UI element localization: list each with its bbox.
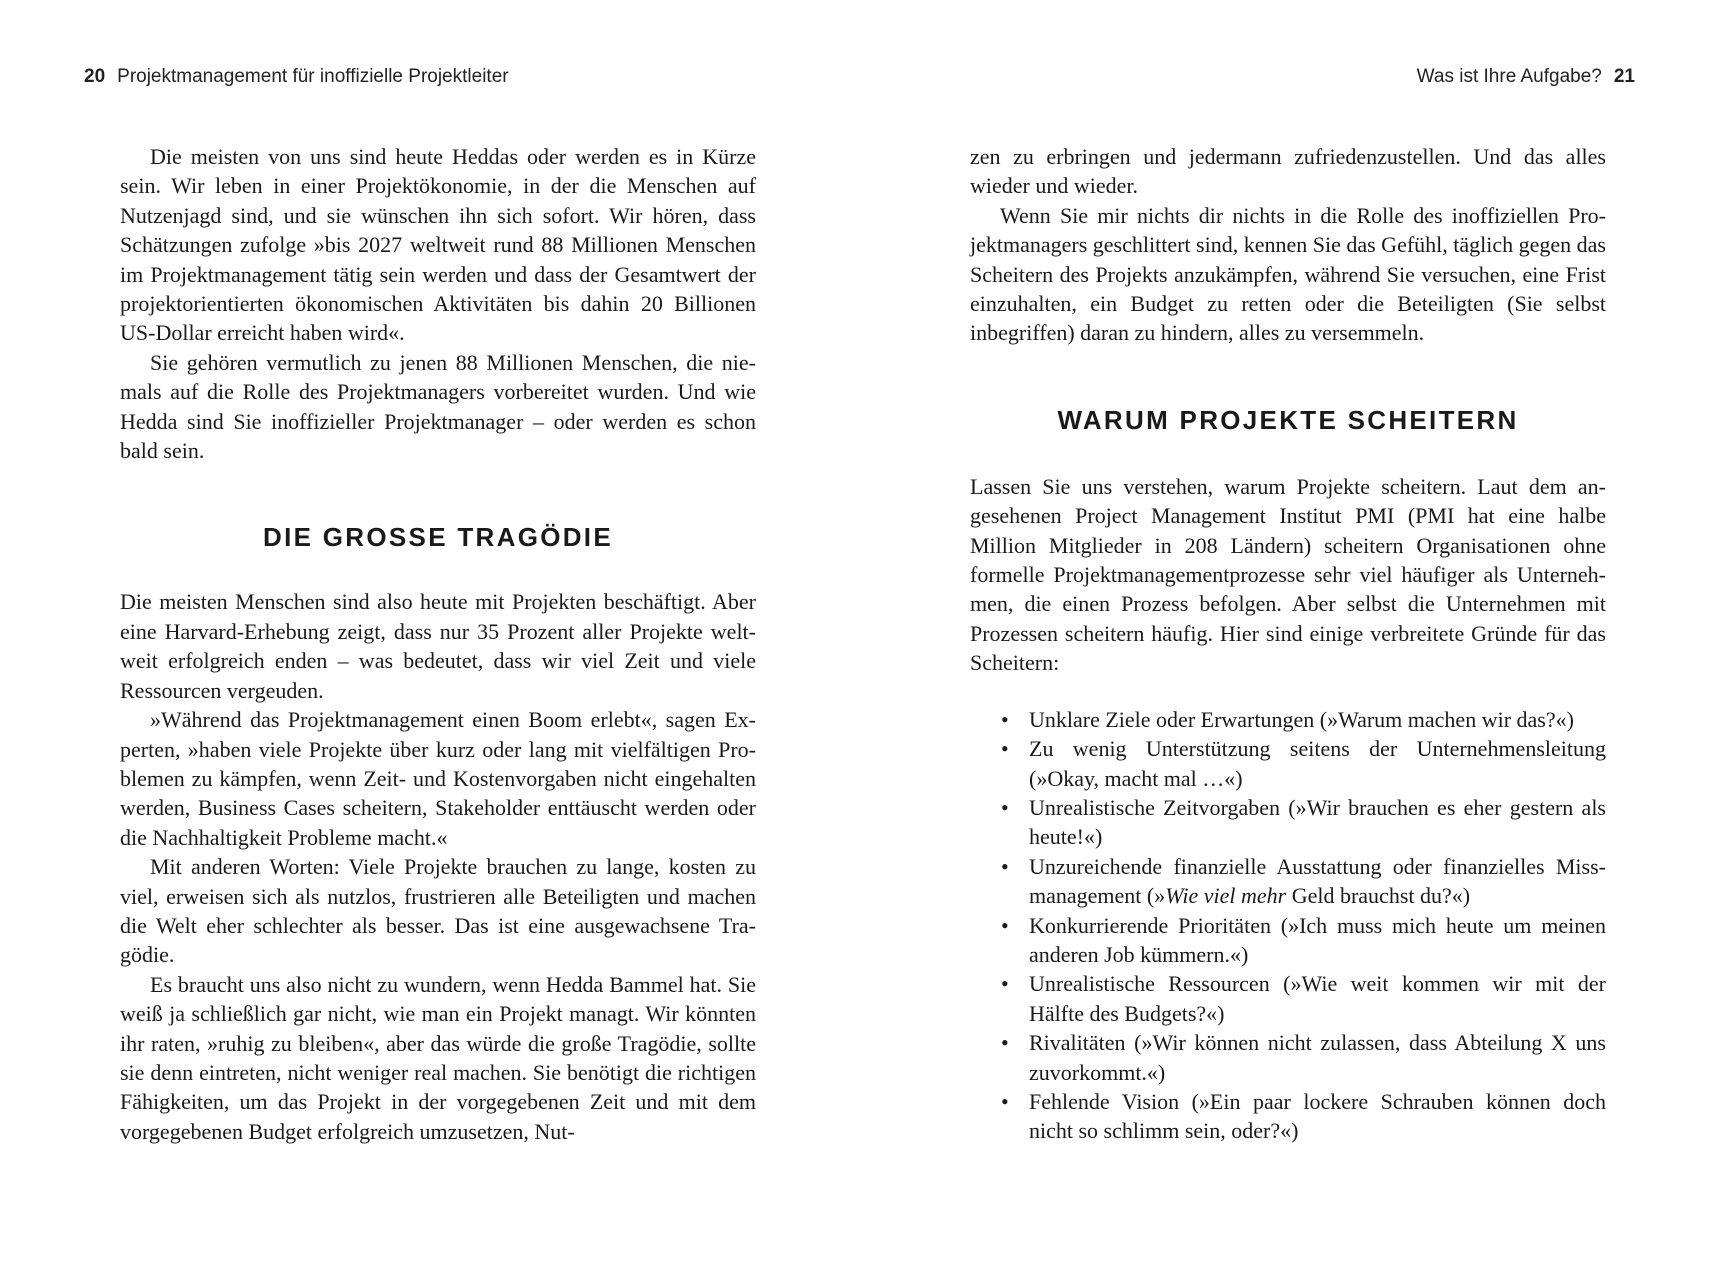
paragraph: zen zu erbringen und jedermann zufriedenzustellen. Und das alles wieder und wieder. — [970, 144, 1606, 199]
list-item-text: Konkurrierende Prioritäten (»Ich muss mich heute um meinen anderen Job kümmern.«) — [1029, 912, 1606, 967]
list-item-text: Fehlende Vision (»Ein paar lockere Schrauben können doch nicht so schlimm sein, oder?«) — [1029, 1088, 1606, 1144]
list-item — [1001, 911, 1606, 970]
section-heading: WARUM PROJEKTE SCHEITERN — [1057, 404, 1519, 435]
paragraph: Es braucht uns also nicht zu wundern, wenn Hedda Bammel hat. Sie weiß ja schließlich gar nicht, wie man ein Projekt managt. Wir könnten ihr raten, »ruhig zu bleiben«, aber das würde die große Tragödie, sollte sie denn eintreten, nicht weniger real machen. Sie benötigt die richtigen Fähigkeiten, um das Projekt in der vorgegebenen Zeit und mit dem vorgegebenen Budget erfolgreich umzusetzen, Nut- — [120, 971, 756, 1144]
bullet-icon: • — [1001, 912, 1009, 938]
list-item — [1001, 969, 1606, 1028]
list-item — [1001, 1087, 1606, 1146]
list-item-text-before: Unzureichende finanzielle Ausstattung oder finanzielles Missmanagement (» — [1029, 853, 1606, 909]
running-header-left — [84, 66, 509, 88]
list-item-text: Unrealistische Zeitvorgaben (»Wir brauchen es eher gestern als heute!«) — [1029, 794, 1606, 850]
bullet-icon: • — [1001, 971, 1009, 997]
running-header-right — [1417, 66, 1635, 88]
list-item-text: Zu wenig Unterstützung seitens der Unternehmensleitung (»Okay, macht mal …«) — [1029, 736, 1606, 791]
paragraph: »Während das Projektmanagement einen Boom erlebt«, sagen Experten, »haben viele Projekte über kurz oder lang mit vielfältigen Problemen zu kämpfen, wenn Zeit- und Kostenvorgaben nicht eingehalten werden, Business Cases scheitern, Stakeholder enttäuscht werden oder die Nachhaltigkeit Probleme macht.« — [120, 707, 756, 850]
paragraph: Wenn Sie mir nichts dir nichts in die Rolle des inoffiziellen Projektmanagers geschlittert sind, kennen Sie das Gefühl, täglich gegen das Scheitern des Projekts anzukämpfen, während Sie versuchen, eine Frist einzuhalten, ein Budget zu retten oder die Beteiligten (Sie selbst inbegriffen) daran zu hindern, alles zu versemmeln. — [970, 202, 1606, 346]
paragraph: Die meisten Menschen sind also heute mit Projekten beschäftigt. Aber eine Harvard-Erhebung zeigt, dass nur 35 Prozent aller Projekte weltweit erfolgreich enden – was bedeutet, dass wir viel Zeit und viele Ressourcen vergeuden. — [120, 589, 756, 703]
list-item — [1001, 793, 1606, 852]
section-heading: DIE GROSSE TRAGÖDIE — [263, 522, 613, 553]
list-item-text: Unrealistische Ressourcen (»Wie weit kommen wir mit der Hälfte des Budgets?«) — [1029, 971, 1606, 1026]
list-item — [1001, 705, 1606, 734]
list-item-text: Unklare Ziele oder Erwartungen (»Warum machen wir das?«) — [1029, 706, 1574, 732]
paragraph: Sie gehören vermutlich zu jenen 88 Millionen Menschen, die niemals auf die Rolle des Projektmanagers vorbereitet wurden. Und wie Hedda sind Sie inoffizieller Projektmanager – oder werden es schon bald sein. — [120, 349, 756, 464]
right-page-body — [970, 142, 1606, 1146]
paragraph: Die meisten von uns sind heute Heddas oder werden es in Kürze sein. Wir leben in einer Projektökonomie, in der die Menschen auf Nutzenjagd sind, und sie wünschen ihn sich sofort. Wir hören, dass Schätzungen zufolge »bis 2027 weltweit rund 88 Millionen Menschen im Projektmanagement tätig sein werden und dass der Gesamtwert der projektorientierten ökonomischen Aktivitäten bis dahin 20 Billionen US-Dollar erreicht haben wird«. — [120, 144, 756, 346]
bullet-icon: • — [1001, 1088, 1009, 1114]
bullet-icon: • — [1001, 1030, 1009, 1056]
list-item — [1001, 852, 1606, 911]
paragraph: Mit anderen Worten: Viele Projekte brauchen zu lange, kosten zu viel, erweisen sich als nutzlos, frustrieren alle Beteiligten und machen die Welt eher schlechter als besser. Das ist eine ausgewachsene Tragödie. — [120, 854, 756, 968]
failure-reasons-list — [970, 705, 1606, 1146]
list-item-text: Rivalitäten (»Wir können nicht zulassen, dass Abteilung X uns zuvorkommt.«) — [1029, 1030, 1606, 1085]
bullet-icon: • — [1001, 736, 1009, 762]
bullet-icon: • — [1001, 853, 1009, 879]
running-title-right: Was ist Ihre Aufgabe? — [1416, 66, 1602, 87]
bullet-icon: • — [1001, 706, 1009, 732]
list-item — [1001, 1028, 1606, 1087]
page-number-left: 20 — [84, 66, 106, 87]
page-number-right: 21 — [1613, 66, 1635, 87]
list-item-text-italic: Wie viel mehr — [1165, 883, 1287, 909]
list-item-text-after: Geld brauchst du?«) — [1286, 883, 1471, 909]
paragraph: Lassen Sie uns verstehen, warum Projekte scheitern. Laut dem angesehenen Project Management Institut PMI (PMI hat eine halbe Million Mitglieder in 208 Ländern) scheitern Organisationen ohne formelle Projektmanagementprozesse sehr viel häufiger als Unternehmen, die einen Prozess befolgen. Aber selbst die Unternehmen mit Prozessen scheitern häufig. Hier sind einige verbreitete Gründe für das Scheitern: — [970, 473, 1606, 676]
list-item — [1001, 734, 1606, 793]
left-page-body — [120, 142, 756, 1146]
running-title-left: Projektmanagement für inoffizielle Projektleiter — [117, 66, 509, 87]
bullet-icon: • — [1001, 794, 1009, 820]
